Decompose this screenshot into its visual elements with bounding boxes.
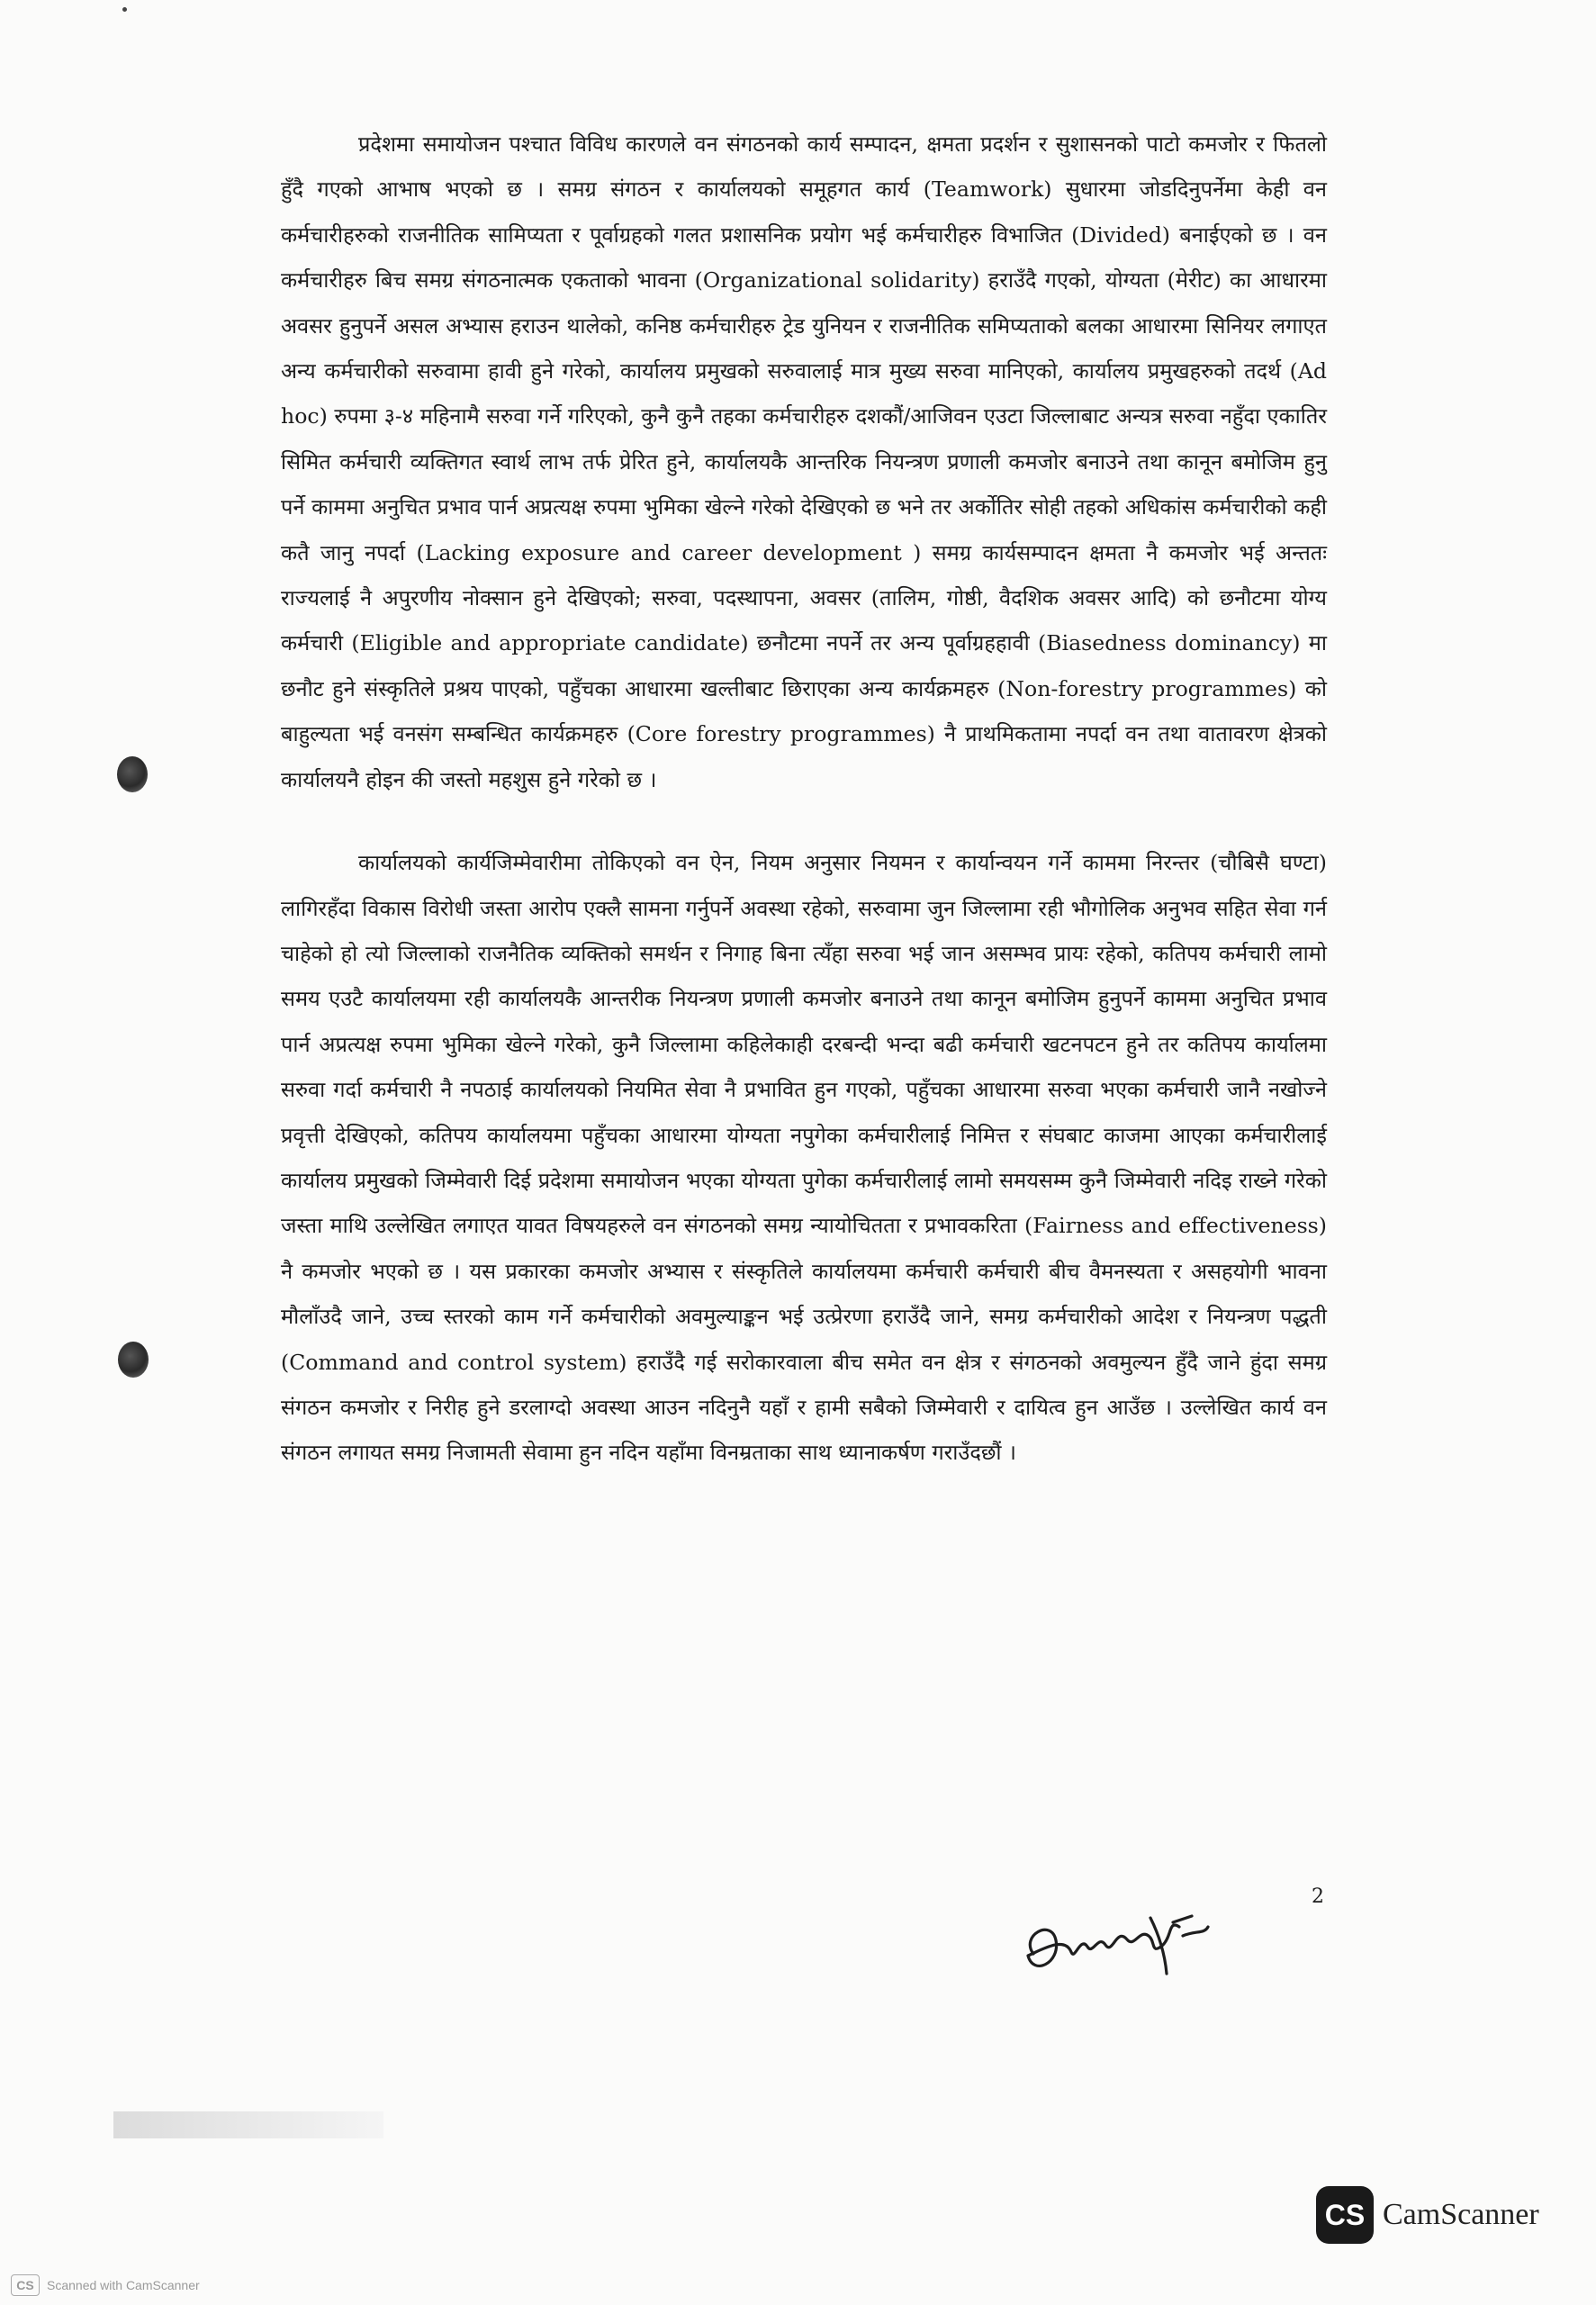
document-body: [281, 122, 1327, 1476]
scan-edge-shadow: [113, 2111, 383, 2138]
scanned-with-note: [11, 2273, 200, 2298]
camscanner-mini-icon: CS: [11, 2274, 40, 2296]
paragraph-1: प्रदेशमा समायोजन पश्चात विविध कारणले वन संगठनको कार्य सम्पादन, क्षमता प्रदर्शन र सुशासनको पाटो कमजोर र फितलो हुँदै गएको आभाष भएको छ । समग्र संगठन र कार्यालयको समूहगत कार्य (Teamwork) सुधारमा जोडदिनुपर्नेमा केही वन कर्मचारीहरुको राजनीतिक सामिप्यता र पूर्वाग्रहको गलत प्रशासनिक प्रयोग भई कर्मचारीहरु विभाजित (Divided) बनाईएको छ । वन कर्मचारीहरु बिच समग्र संगठनात्मक एकताको भावना (Organizational solidarity) हराउँदै गएको, योग्यता (मेरीट) का आधारमा अवसर हुनुपर्ने असल अभ्यास हराउन थालेको, कनिष्ठ कर्मचारीहरु ट्रेड युनियन र राजनीतिक समिप्यताको बलका आधारमा सिनियर लगाएत अन्य कर्मचारीको सरुवामा हावी हुने गरेको, कार्यालय प्रमुखको सरुवालाई मात्र मुख्य सरुवा मानिएको, कार्यालय प्रमुखहरुको तदर्थ (Ad hoc) रुपमा ३-४ महिनामै सरुवा गर्ने गरिएको, कुनै कुनै तहका कर्मचारीहरु दशकौं/आजिवन एउटा जिल्लाबाट अन्यत्र सरुवा नहुँदा एकातिर सिमित कर्मचारी व्यक्तिगत स्वार्थ लाभ तर्फ प्रेरित हुने, कार्यालयकै आन्तरिक नियन्त्रण प्रणाली कमजोर बनाउने तथा कानून बमोजिम हुनु पर्ने काममा अनुचित प्रभाव पार्न अप्रत्यक्ष रुपमा भुमिका खेल्ने गरेको देखिएको छ भने तर अर्कोतिर सोही तहको अधिकांस कर्मचारीको कही कतै जानु नपर्दा (Lacking exposure and career development ) समग्र कार्यसम्पादन क्षमता नै कमजोर भई अन्ततः राज्यलाई नै अपुरणीय नोक्सान हुने देखिएको; सरुवा, पदस्थापना, अवसर (तालिम, गोष्ठी, वैदशिक अवसर आदि) को छनौटमा योग्य कर्मचारी (Eligible and appropriate candidate) छनौटमा नपर्ने तर अन्य पूर्वाग्रहहावी (Biasedness dominancy) मा छनौट हुने संस्कृतिले प्रश्रय पाएको, पहुँचका आधारमा खल्तीबाट छिराएका अन्य कार्यक्रमहरु (Non-forestry programmes) को बाहुल्यता भई वनसंग सम्बन्धित कार्यक्रमहरु (Core forestry programmes) नै प्राथमिकतामा नपर्दा वन तथा वातावरण क्षेत्रको कार्यालयनै होइन की जस्तो महशुस हुने गरेको छ ।: [281, 131, 1327, 792]
camscanner-name: CamScanner: [1383, 2198, 1539, 2231]
punch-hole-icon: [118, 1342, 149, 1378]
punch-hole-icon: [117, 756, 148, 792]
camscanner-watermark: [1316, 2183, 1539, 2246]
signature-icon: [1015, 1900, 1222, 1990]
page-number: 2: [1312, 1885, 1324, 1908]
scanned-with-text: Scanned with CamScanner: [47, 2278, 200, 2292]
paragraph-2: कार्यालयको कार्यजिम्मेवारीमा तोकिएको वन ऐन, नियम अनुसार नियमन र कार्यान्वयन गर्ने काममा निरन्तर (चौबिसै घण्टा) लागिरहँदा विकास विरोधी जस्ता आरोप एक्लै सामना गर्नुपर्ने अवस्था रहेको, सरुवामा जुन जिल्लामा रही भौगोलिक अनुभव सहित सेवा गर्न चाहेको हो त्यो जिल्लाको राजनैतिक व्यक्तिको समर्थन र निगाह बिना त्यँहा सरुवा भई जान असम्भव प्रायः रहेको, कतिपय कर्मचारी लामो समय एउटै कार्यालयमा रही कार्यालयकै आन्तरीक नियन्त्रण प्रणाली कमजोर बनाउने तथा कानून बमोजिम हुनुपर्ने काममा अनुचित प्रभाव पार्न अप्रत्यक्ष रुपमा भुमिका खेल्ने गरेको, कुनै जिल्लामा कहिलेकाही दरबन्दी भन्दा बढी कर्मचारी खटनपटन हुने तर कतिपय कार्यालमा सरुवा गर्दा कर्मचारी नै नपठाई कार्यालयको नियमित सेवा नै प्रभावित हुन गएको, पहुँचका आधारमा सरुवा भएका कर्मचारी जानै नखोज्ने प्रवृत्ती देखिएको, कतिपय कार्यालयमा पहुँचका आधारमा योग्यता नपुगेका कर्मचारीलाई निमित्त र संघबाट काजमा आएका कर्मचारीलाई कार्यालय प्रमुखको जिम्मेवारी दिई प्रदेशमा समायोजन भएका योग्यता पुगेका कर्मचारीलाई लामो समयसम्म कुनै जिम्मेवारी नदिइ राख्ने गरेको जस्ता माथि उल्लेखित लगाएत यावत विषयहरुले वन संगठनको समग्र न्यायोचितता र प्रभावकरिता (Fairness and effectiveness) नै कमजोर भएको छ । यस प्रकारका कमजोर अभ्यास र संस्कृतिले कार्यालयमा कर्मचारी कर्मचारी बीच वैमनस्यता र असहयोगी भावना मौलाँउदै जाने, उच्च स्तरको काम गर्ने कर्मचारीको अवमुल्याङ्कन भई उत्प्रेरणा हराउँदै जाने, समग्र कर्मचारीको आदेश र नियन्त्रण पद्धती (Command and control system) हराउँदै गई सरोकारवाला बीच समेत वन क्षेत्र र संगठनको अवमुल्यन हुँदै जाने हुंदा समग्र संगठन कमजोर र निरीह हुने डरलाग्दो अवस्था आउन नदिनुनै यहाँ र हामी सबैको जिम्मेवारी र दायित्व हुन आउँछ । उल्लेखित कार्य वन संगठन लगायत समग्र निजामती सेवामा हुन नदिन यहाँमा विनम्रताका साथ ध्यानाकर्षण गराउँदछौं ।: [281, 850, 1327, 1466]
camscanner-logo-icon: CS: [1316, 2186, 1374, 2244]
scan-speck: [122, 7, 127, 12]
